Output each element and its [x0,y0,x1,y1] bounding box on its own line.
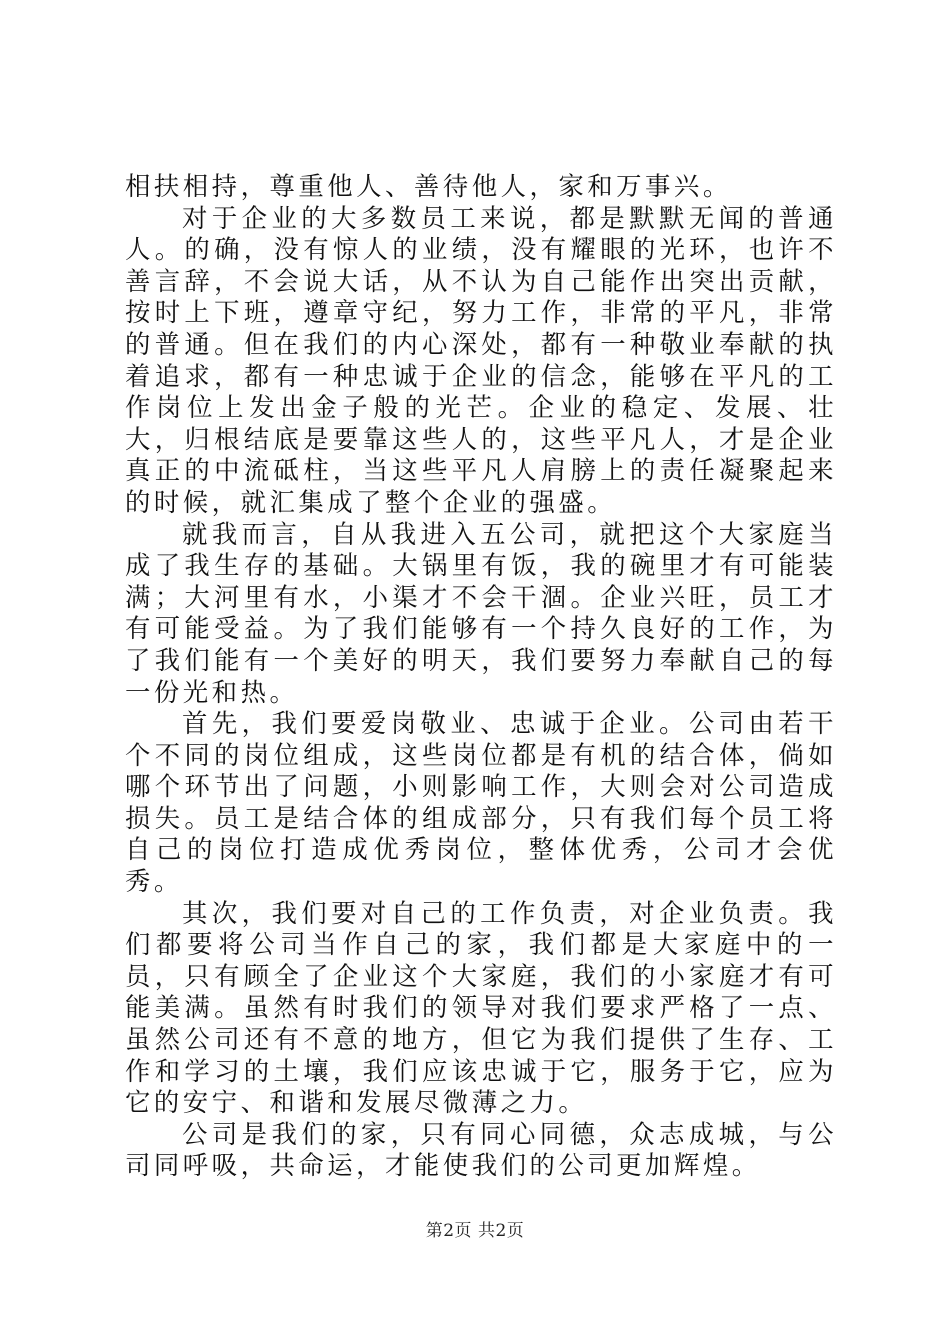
paragraph-second-point: 其次，我们要对自己的工作负责，对企业负责。我们都要将公司当作自己的家，我们都是大家庭中的一员，只有顾全了企业这个大家庭，我们的小家庭才有可能美满。虽然有时我们的领导对我们要求严格了一点、虽然公司还有不意的地方，但它为我们提供了生存、工作和学习的土壤，我们应该忠诚于它，服务于它，应为它的安宁、和谐和发展尽微薄之力。 [125,897,837,1118]
paragraph-ordinary-employees: 对于企业的大多数员工来说，都是默默无闻的普通人。的确，没有惊人的业绩，没有耀眼的光环，也许不善言辞，不会说大话，从不认为自己能作出突出贡献，按时上下班，遵章守纪，努力工作，非常的平凡，非常的普通。但在我们的内心深处，都有一种敬业奉献的执着追求，都有一种忠诚于企业的信念，能够在平凡的工作岗位上发出金子般的光芒。企业的稳定、发展、壮大，归根结底是要靠这些人的，这些平凡人，才是企业真正的中流砥柱，当这些平凡人肩膀上的责任凝聚起来的时候，就汇集成了整个企业的强盛。 [125,202,837,517]
paragraph-conclusion: 公司是我们的家，只有同心同德，众志成城，与公司同呼吸，共命运，才能使我们的公司更加辉煌。 [125,1118,837,1181]
paragraph-personal-view: 就我而言，自从我进入五公司，就把这个大家庭当成了我生存的基础。大锅里有饭，我的碗里才有可能装满；大河里有水，小渠才不会干涸。企业兴旺，员工才有可能受益。为了我们能够有一个持久良好的工作，为了我们能有一个美好的明天，我们要努力奉献自己的每一份光和热。 [125,518,837,707]
page-number-footer: 第2页 共2页 [425,1221,525,1241]
paragraph-first-point: 首先，我们要爱岗敬业、忠诚于企业。公司由若干个不同的岗位组成，这些岗位都是有机的结合体，倘如哪个环节出了问题，小则影响工作，大则会对公司造成损失。员工是结合体的组成部分，只有我们每个员工将自己的岗位打造成优秀岗位，整体优秀，公司才会优秀。 [125,708,837,897]
document-body [125,171,837,1182]
paragraph-continued: 相扶相持，尊重他人、善待他人，家和万事兴。 [125,171,732,201]
